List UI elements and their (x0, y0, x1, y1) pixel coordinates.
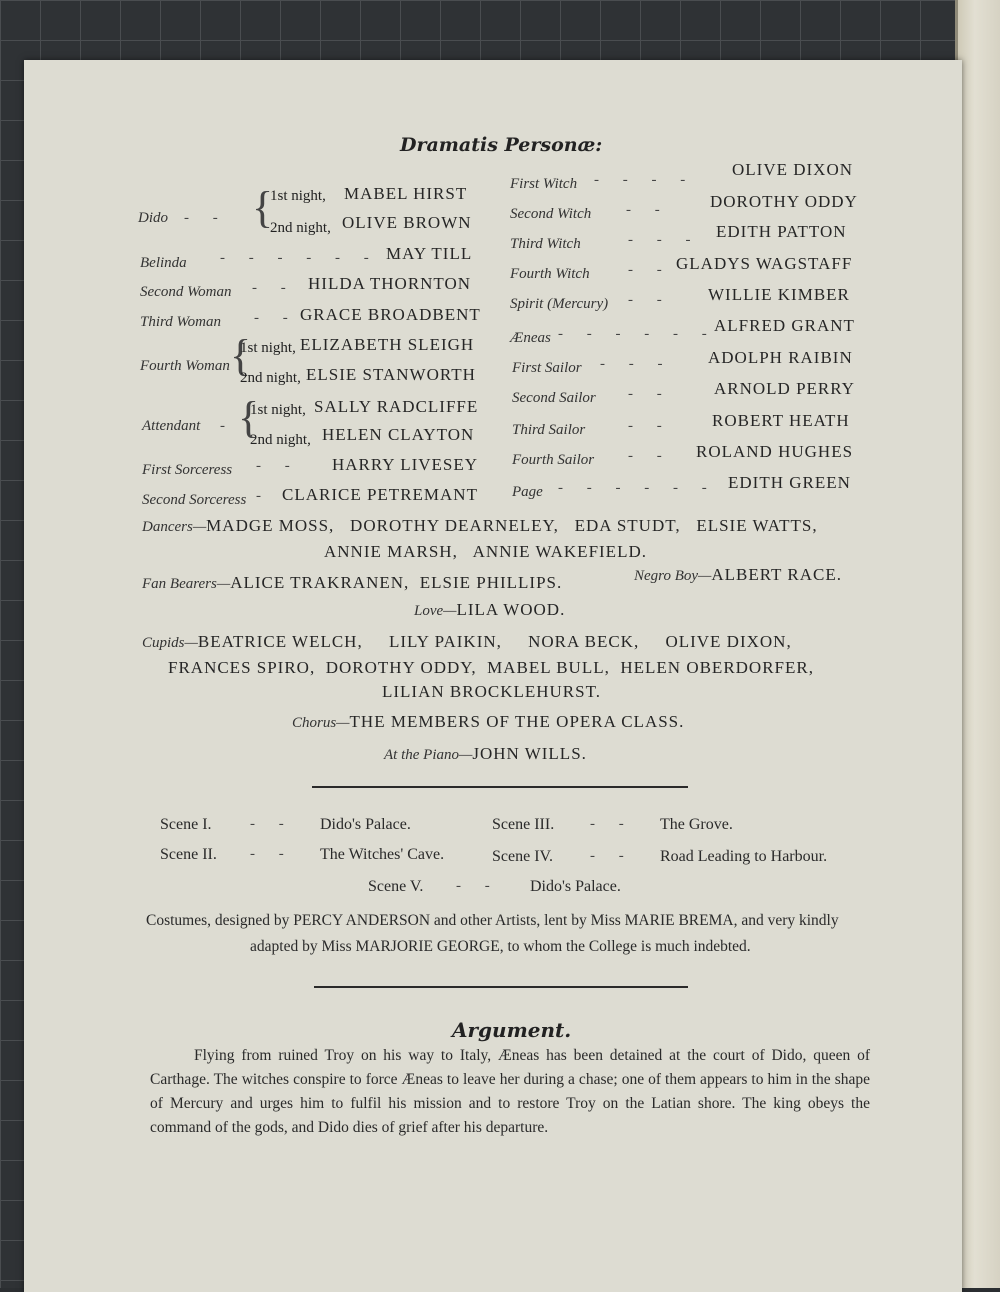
cast-name: CLARICE PETREMANT (282, 485, 478, 504)
leader-dots: - - - - (594, 172, 696, 188)
leader-dots: - - (628, 292, 672, 308)
cupids-line-3: LILIAN BROCKLEHURST. (382, 682, 601, 701)
negro-boy-line (634, 565, 842, 585)
second-night-label: 2nd night, (270, 220, 331, 236)
leader-dots: - (220, 418, 235, 434)
leader-dots: - (256, 488, 271, 504)
scene-place: Road Leading to Harbour. (660, 848, 828, 865)
role: Fourth Sailor (512, 452, 595, 468)
chorus-line (292, 712, 684, 732)
leader-dots: - - (250, 816, 294, 832)
role: Spirit (Mercury) (510, 296, 609, 312)
role: Second Sailor (512, 390, 596, 406)
brace: { (252, 183, 274, 232)
cast-name: WILLIE KIMBER (708, 285, 850, 304)
piano-label: At the Piano— (384, 747, 473, 763)
role: Second Witch (510, 206, 592, 222)
leader-dots: - - (628, 386, 672, 402)
piano-name: JOHN WILLS. (472, 744, 587, 763)
leader-dots: - - (626, 202, 670, 218)
cast-name: HILDA THORNTON (308, 274, 472, 293)
love-line (414, 600, 565, 620)
fan-bearers-names: ALICE TRAKRANEN, ELSIE PHILLIPS. (230, 573, 563, 592)
leader-dots: - - (252, 280, 296, 296)
role: Æneas (510, 330, 551, 346)
divider-rule (312, 786, 688, 788)
dancers-names: MADGE MOSS, DOROTHY DEARNELEY, EDA STUDT, ELSIE WATTS, (206, 516, 818, 535)
cast-name: DOROTHY ODDY (710, 192, 858, 211)
role: Fourth Witch (510, 266, 590, 282)
role-third-woman: Third Woman (140, 314, 221, 330)
argument-paragraph: Flying from ruined Troy on his way to Italy, Æneas has been detained at the court of Dido, queen of Carthage. The witches conspire to force Æneas to leave her during a chase; one of them appears to him in the shape of Mercury and urges him to fulfil his mission and to restore Troy on the Latian shore. The king obeys the command of the gods, and Dido dies of grief after his departure. (150, 1047, 870, 1136)
scene-place: Dido's Palace. (320, 816, 411, 833)
negro-boy-label: Negro Boy— (634, 568, 712, 584)
leader-dots: - - - - - - - (220, 250, 408, 266)
role-attendant: Attendant (142, 418, 201, 434)
cast-name: ADOLPH RAIBIN (708, 348, 853, 367)
divider-rule (314, 986, 688, 988)
cast-name: HARRY LIVESEY (332, 455, 479, 474)
cupids-line-2: FRANCES SPIRO, DOROTHY ODDY, MABEL BULL, HELEN OBERDORFER, (168, 658, 814, 677)
love-name: LILA WOOD. (456, 600, 566, 619)
leader-dots: - - (628, 262, 672, 278)
brace: { (238, 393, 260, 442)
first-night-label: 1st night, (250, 402, 306, 418)
dancers-line-2: ANNIE MARSH, ANNIE WAKEFIELD. (324, 542, 647, 561)
cast-name: OLIVE BROWN (342, 213, 472, 232)
role: First Sailor (512, 360, 582, 376)
leader-dots: - - (628, 448, 672, 464)
first-night-label: 1st night, (270, 188, 326, 204)
leader-dots: - - (590, 816, 634, 832)
fan-bearers-label: Fan Bearers— (142, 576, 231, 592)
role-first-sorceress: First Sorceress (142, 462, 233, 478)
cast-name: EDITH GREEN (728, 473, 851, 492)
dramatis-personae-heading: Dramatis Personæ: (400, 134, 603, 156)
second-night-label: 2nd night, (250, 432, 311, 448)
leader-dots: - - (254, 310, 298, 326)
role: First Witch (510, 176, 578, 192)
scene-place: The Grove. (660, 816, 733, 833)
negro-boy-name: ALBERT RACE. (711, 565, 842, 584)
second-night-label: 2nd night, (240, 370, 301, 386)
role-fourth-woman: Fourth Woman (140, 358, 230, 374)
cast-name: ROBERT HEATH (712, 411, 850, 430)
costumes-line-2: adapted by Miss MARJORIE GEORGE, to whom the College is much indebted. (250, 938, 751, 955)
cast-name: ELIZABETH SLEIGH (300, 335, 475, 354)
facing-page (958, 0, 1000, 1288)
cast-name: SALLY RADCLIFFE (314, 397, 479, 416)
brace: { (230, 331, 252, 380)
leader-dots: - - (590, 848, 634, 864)
cast-name: EDITH PATTON (716, 222, 847, 241)
scene-label: Scene IV. (492, 848, 554, 865)
chorus-label: Chorus— (292, 715, 350, 731)
cast-name: ALFRED GRANT (714, 316, 855, 335)
cupids-names: BEATRICE WELCH, LILY PAIKIN, NORA BECK, OLIVE DIXON, (197, 632, 792, 651)
love-label: Love— (414, 603, 457, 619)
chorus-name: THE MEMBERS OF THE OPERA CLASS. (349, 712, 685, 731)
role: Third Sailor (512, 422, 586, 438)
leader-dots: - - (256, 458, 300, 474)
leader-dots: - - - (600, 356, 673, 372)
scene-label: Scene II. (160, 846, 217, 863)
leader-dots: - - (628, 418, 672, 434)
leader-dots: - - - - - - (558, 480, 717, 496)
cast-name: MABEL HIRST (344, 184, 468, 203)
role-second-sorceress: Second Sorceress (142, 492, 247, 508)
argument-heading: Argument. (452, 1018, 572, 1042)
role-second-woman: Second Woman (140, 284, 232, 300)
role: Third Witch (510, 236, 581, 252)
scene-label: Scene V. (368, 878, 424, 895)
costumes-line-1: Costumes, designed by PERCY ANDERSON and other Artists, lent by Miss MARIE BREMA, and very kindly (146, 912, 839, 929)
cast-name: ELSIE STANWORTH (306, 365, 476, 384)
dancers-line-1 (142, 516, 818, 536)
role-dido: Dido (138, 210, 168, 226)
cast-name: OLIVE DIXON (732, 160, 854, 179)
first-night-label: 1st night, (240, 340, 296, 356)
cast-name: ARNOLD PERRY (714, 379, 855, 398)
program-page (24, 60, 962, 1292)
piano-line (384, 744, 587, 764)
leader-dots: - - - (628, 232, 701, 248)
leader-dots: - - (250, 846, 294, 862)
dancers-label: Dancers— (142, 519, 207, 535)
cupids-line-1 (142, 632, 792, 652)
scene-place: The Witches' Cave. (320, 846, 445, 863)
leader-dots: - - - - - - (558, 326, 717, 342)
leader-dots: - - (456, 878, 500, 894)
cupids-label: Cupids— (142, 635, 198, 651)
leader-dots: - - (184, 210, 228, 226)
scene-label: Scene I. (160, 816, 212, 833)
scene-place: Dido's Palace. (530, 878, 621, 895)
role: Page (512, 484, 543, 500)
cast-name: GLADYS WAGSTAFF (676, 254, 853, 273)
fan-bearers-line (142, 573, 562, 593)
cast-name: ROLAND HUGHES (696, 442, 854, 461)
scene-label: Scene III. (492, 816, 555, 833)
role-belinda: Belinda (140, 255, 187, 271)
cast-name: HELEN CLAYTON (322, 425, 475, 444)
cast-name: MAY TILL (386, 244, 473, 263)
cast-name: GRACE BROADBENT (300, 305, 481, 324)
